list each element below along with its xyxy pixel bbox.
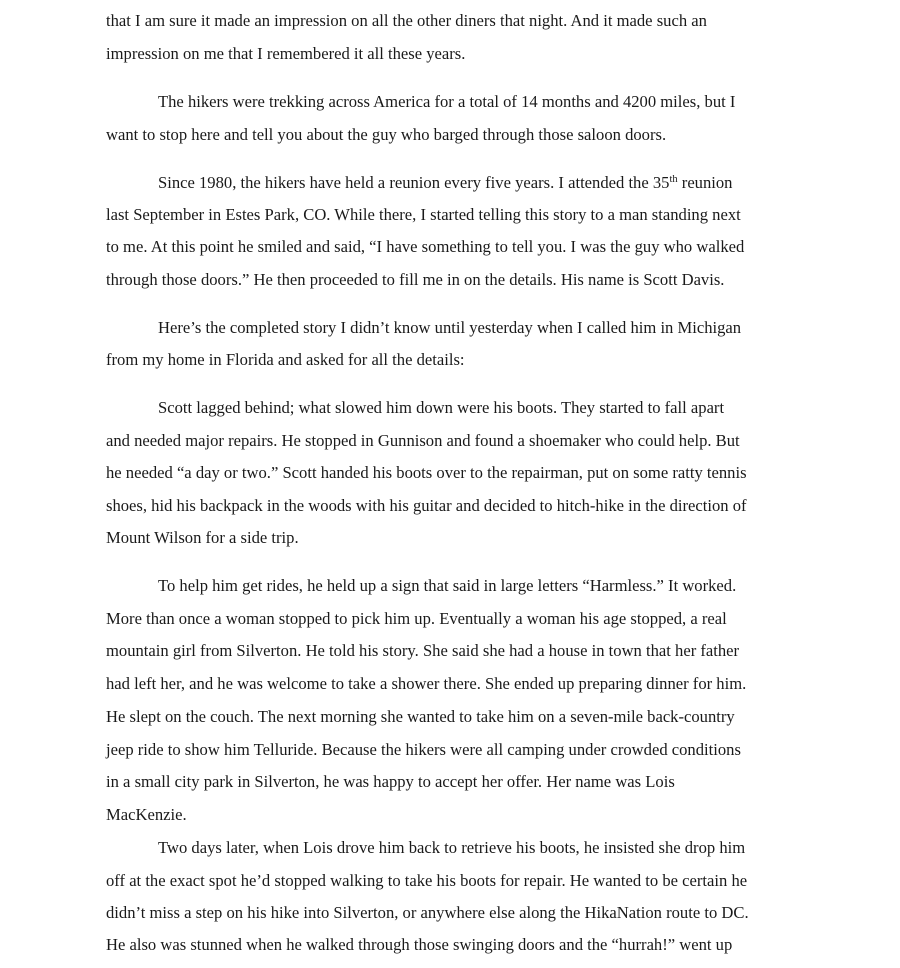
- text-line: had left her, and he was welcome to take a shower there. She ended up preparing dinner for him.: [106, 674, 747, 693]
- text-line: want to stop here and tell you about the guy who barged through those saloon doors.: [106, 125, 667, 144]
- ordinal-suffix: th: [669, 174, 678, 185]
- text-run: Since 1980, the hikers have held a reunion every five years. I attended the 35: [158, 173, 670, 192]
- text-line: He also was stunned when he walked through those swinging doors and the “hurrah!” went up: [106, 935, 733, 954]
- text-line: He slept on the couch. The next morning she wanted to take him on a seven-mile back-country: [106, 707, 735, 726]
- text-line: that I am sure it made an impression on all the other diners that night. And it made such an: [106, 11, 707, 30]
- text-line: Scott lagged behind; what slowed him down were his boots. They started to fall apart: [158, 398, 725, 417]
- text-line: last September in Estes Park, CO. While there, I started telling this story to a man standing next: [106, 205, 741, 224]
- text-line: shoes, hid his backpack in the woods with his guitar and decided to hitch-hike in the direction of: [106, 496, 747, 515]
- text-run: reunion: [677, 173, 733, 192]
- text-line: impression on me that I remembered it all these years.: [106, 44, 466, 63]
- text-line: MacKenzie.: [106, 805, 187, 824]
- text-line: To help him get rides, he held up a sign that said in large letters “Harmless.” It worked.: [158, 576, 737, 595]
- text-line: More than once a woman stopped to pick him up. Eventually a woman his age stopped, a real: [106, 609, 727, 628]
- text-line: Two days later, when Lois drove him back to retrieve his boots, he insisted she drop him: [158, 838, 746, 857]
- text-line: jeep ride to show him Telluride. Because the hikers were all camping under crowded conditions: [106, 740, 741, 759]
- text-line: off at the exact spot he’d stopped walking to take his boots for repair. He wanted to be certain he: [106, 871, 748, 890]
- text-line: through those doors.” He then proceeded to fill me in on the details. His name is Scott Davis.: [106, 270, 725, 289]
- text-line: from my home in Florida and asked for all the details:: [106, 350, 465, 369]
- text-line: he needed “a day or two.” Scott handed his boots over to the repairman, put on some ratty tennis: [106, 463, 747, 482]
- text-line: in a small city park in Silverton, he was happy to accept her offer. Her name was Lois: [106, 772, 675, 791]
- text-line: and needed major repairs. He stopped in Gunnison and found a shoemaker who could help. But: [106, 431, 740, 450]
- text-line: mountain girl from Silverton. He told his story. She said she had a house in town that her father: [106, 641, 740, 660]
- text-line: to me. At this point he smiled and said, “I have something to tell you. I was the guy who walked: [106, 237, 745, 256]
- text-line: Mount Wilson for a side trip.: [106, 528, 299, 547]
- text-line: [158, 173, 732, 193]
- text-line: The hikers were trekking across America for a total of 14 months and 4200 miles, but I: [158, 92, 736, 111]
- text-line: didn’t miss a step on his hike into Silverton, or anywhere else along the HikaNation route to DC.: [106, 903, 749, 922]
- text-line: Here’s the completed story I didn’t know until yesterday when I called him in Michigan: [158, 318, 742, 337]
